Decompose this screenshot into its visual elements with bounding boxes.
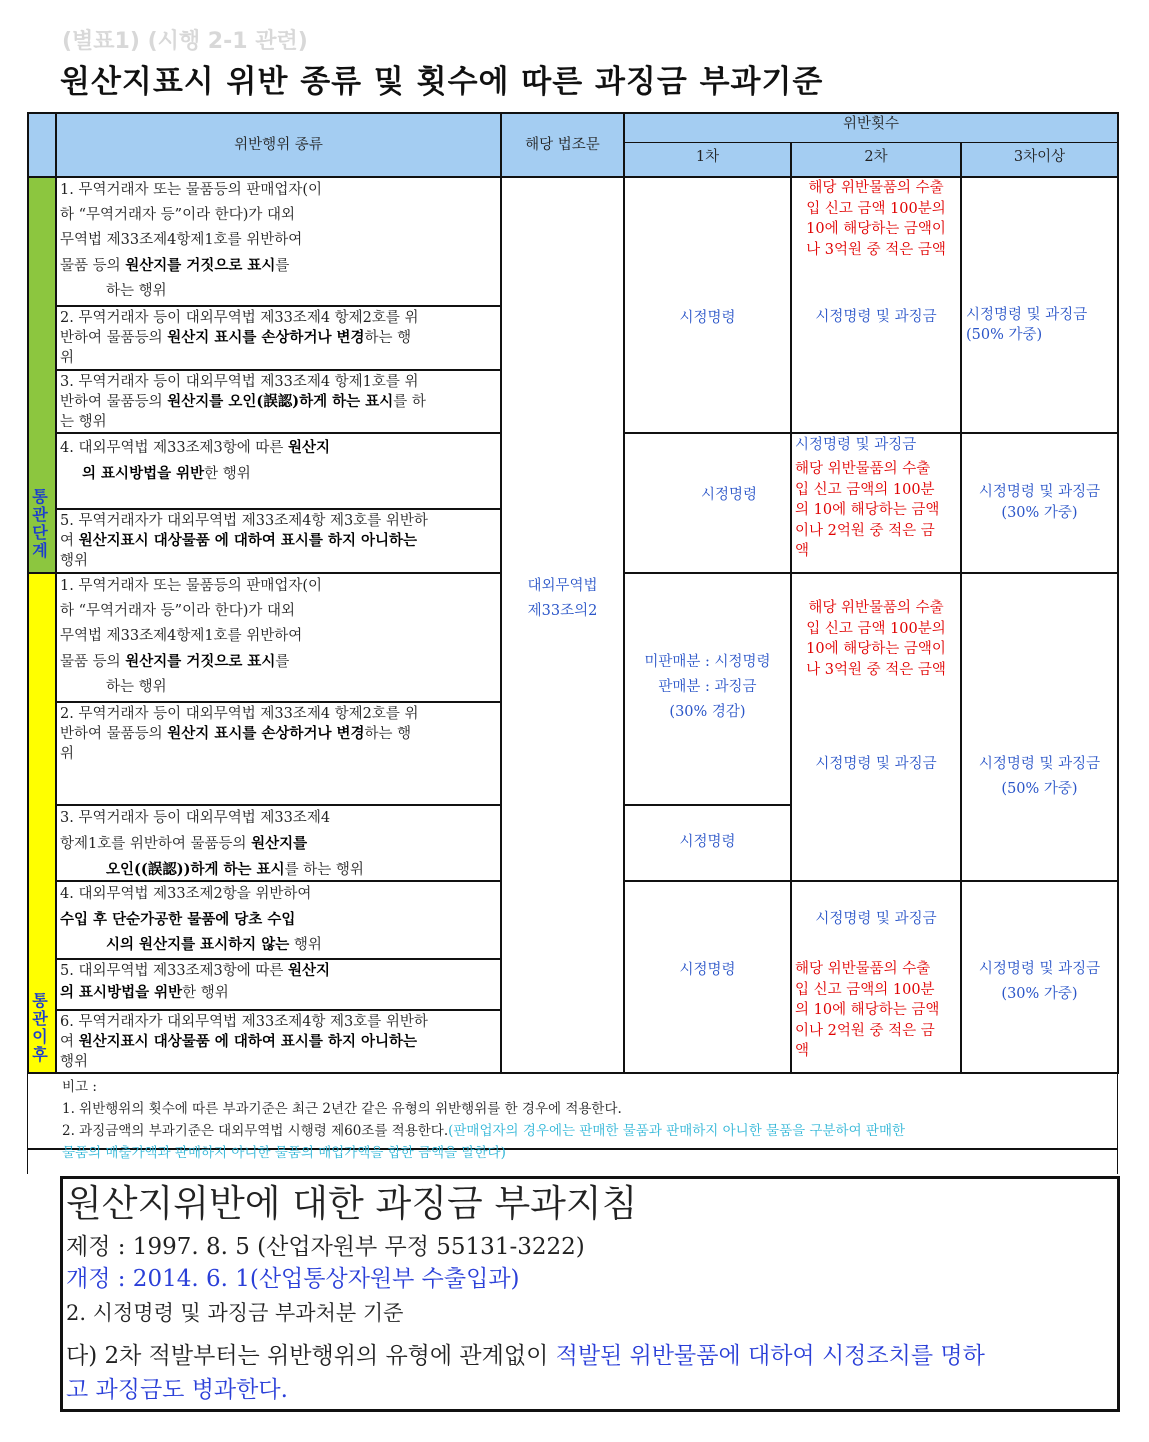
page-title: 원산지표시 위반 종류 및 횟수에 따른 과징금 부과기준: [60, 64, 824, 100]
after-row-4: 4. 대외무역법 제33조제2항을 위반하여 수입 후 단순가공한 물품에 당초 수입 시의 원산지를 표시하지 않는 행위: [60, 886, 322, 953]
header-third: 3차이상: [1013, 149, 1066, 165]
ghost-header: (별표1) (시행 2-1 관련): [62, 29, 308, 54]
g1-second-penalty: 시정명령 및 과징금: [815, 309, 937, 325]
g3-third-penalty: 시정명령 및 과징금 (50% 가중): [978, 756, 1101, 797]
g5-first-penalty: 시정명령: [679, 962, 736, 978]
notes-block: [62, 1076, 1112, 1164]
law-reference: 대외무역법 제33조의2: [527, 578, 598, 619]
header-left-strip: [27, 113, 56, 177]
g1-second-amount: 해당 위반물품의 수출 입 신고 금액 100분의 10에 해당하는 금액이 나 3억원 중 적은 금액: [806, 180, 946, 258]
g3-second-penalty: 시정명령 및 과징금: [815, 756, 937, 772]
customs-row-1: 1. 무역거래자 또는 물품등의 판매업자(이 하 “무역거래자 등”이라 한다)가 대외 무역법 제33조제4항제1호를 위반하여 물품 등의 원산지를 거짓으로 표시를 하는 행위: [60, 182, 323, 299]
customs-row-2: 2. 무역거래자 등이 대외무역법 제33조제4 항제2호를 위 반하여 물품등의 원산지 표시를 손상하거나 변경하는 행 위: [60, 310, 419, 366]
after-row-6: 6. 무역거래자가 대외무역법 제33조제4항 제3호를 위반하 여 원산지표시 대상물품 에 대하여 표시를 하지 아니하는 행위: [60, 1014, 428, 1070]
guideline-section: 2. 시정명령 및 과징금 부과처분 기준: [66, 1301, 404, 1325]
g1-third-penalty: 시정명령 및 과징금 (50% 가중): [966, 307, 1088, 343]
guideline-title: 원산지위반에 대한 과징금 부과지침: [66, 1182, 638, 1225]
guideline-body-1: 다) 2차 적발부터는 위반행위의 유형에 관계없이 적발된 위반물품에 대하여 시정조치를 명하: [66, 1343, 985, 1369]
stage-label-after: 통관이후: [32, 991, 48, 1064]
guideline-enacted: 제정 : 1997. 8. 5 (산업자원부 무정 55131-3222): [66, 1234, 585, 1260]
customs-row-4: 4. 대외무역법 제33조제3항에 따른 원산지 의 표시방법을 위반한 행위: [60, 439, 331, 482]
customs-row-3: 3. 무역거래자 등이 대외무역법 제33조제4 항제1호를 위 반하여 물품등의 원산지를 오인(誤認)하게 하는 표시를 하 는 행위: [60, 374, 426, 430]
notes-label: 비고 :: [62, 1079, 97, 1095]
note-2-cont: 물품의 매출가액과 판매하지 아니한 물품의 매입가액을 합한 금액을 말한다): [62, 1145, 506, 1161]
g3-second-amount: 해당 위반물품의 수출 입 신고 금액 100분의 10에 해당하는 금액이 나 3억원 중 적은 금액: [806, 600, 946, 678]
after-row-5: 5. 대외무역법 제33조제3항에 따른 원산지 의 표시방법을 위반한 행위: [60, 962, 331, 1001]
header-violation-type: 위반행위 종류: [234, 137, 323, 153]
header-count: 위반횟수: [842, 116, 900, 132]
g4-first-penalty: 시정명령: [679, 834, 736, 850]
g2-third-penalty: 시정명령 및 과징금 (30% 가중): [978, 484, 1101, 521]
g5-second-penalty: 시정명령 및 과징금: [815, 911, 937, 927]
guideline-body-2: 고 과징금도 병과한다.: [66, 1377, 288, 1403]
after-row-2: 2. 무역거래자 등이 대외무역법 제33조제4 항제2호를 위 반하여 물품등의 원산지 표시를 손상하거나 변경하는 행 위: [60, 706, 419, 762]
g1-first-penalty: 시정명령: [679, 310, 736, 326]
after-row-1: 1. 무역거래자 또는 물품등의 판매업자(이 하 “무역거래자 등”이라 한다)가 대외 무역법 제33조제4항제1호를 위반하여 물품 등의 원산지를 거짓으로 표시를 하는 행위: [60, 578, 323, 695]
g5-third-penalty: 시정명령 및 과징금 (30% 가중): [978, 961, 1101, 1002]
note-2: 2. 과징금액의 부과기준은 대외무역법 시행령 제60조를 적용한다.(판매업자의 경우에는 판매한 물품과 판매하지 아니한 물품을 구분하여 판매한: [62, 1123, 906, 1139]
g2-second-penalty: 시정명령 및 과징금: [795, 437, 917, 453]
stage-label-customs: 통관단계: [32, 487, 48, 560]
g2-second-amount: 해당 위반물품의 수출 입 신고 금액의 100분 의 10에 해당하는 금액 이나 2억원 중 적은 금 액: [795, 461, 940, 559]
note-1: 1. 위반행위의 횟수에 따른 부과기준은 최근 2년간 같은 유형의 위반행위를 한 경우에 적용한다.: [62, 1101, 622, 1117]
header-law: 해당 법조문: [525, 137, 600, 153]
customs-row-5: 5. 무역거래자가 대외무역법 제33조제4항 제3호를 위반하 여 원산지표시 대상물품 에 대하여 표시를 하지 아니하는 행위: [60, 513, 428, 569]
g2-first-penalty: 시정명령: [700, 487, 758, 503]
header-first: 1차: [695, 149, 720, 165]
after-row-3: 3. 무역거래자 등이 대외무역법 제33조제4 항제1호를 위반하여 물품등의 원산지를 오인((誤認))하게 하는 표시를 하는 행위: [60, 810, 364, 878]
guideline-revised: 개정 : 2014. 6. 1(산업통상자원부 수출입과): [66, 1266, 520, 1292]
g5-second-amount: 해당 위반물품의 수출 입 신고 금액의 100분 의 10에 해당하는 금액 이나 2억원 중 적은 금 액: [795, 961, 940, 1059]
header-second: 2차: [864, 149, 888, 165]
g3-first-penalty: 미판매분 : 시정명령 판매분 : 과징금 (30% 경감): [644, 654, 771, 720]
